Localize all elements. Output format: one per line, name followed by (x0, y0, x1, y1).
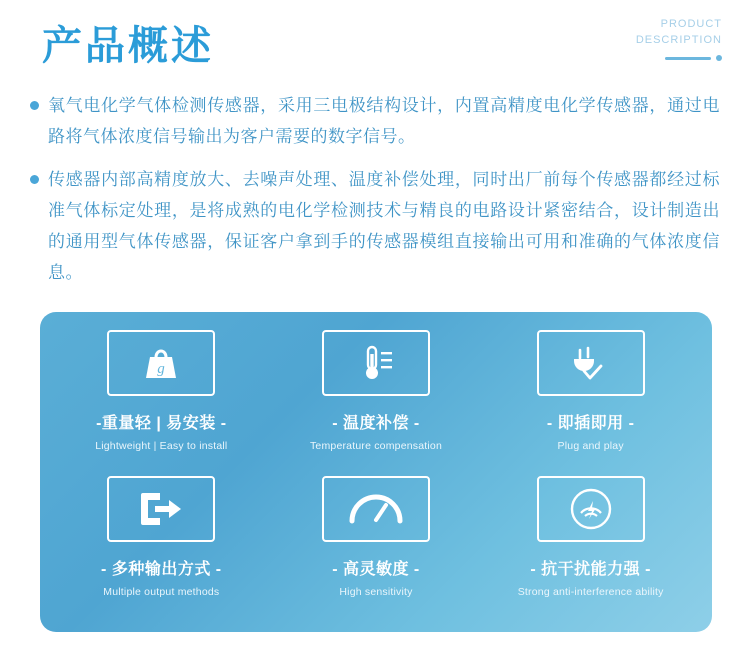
feature-title: -重量轻 | 易安装 - (96, 415, 227, 432)
feature-title: - 温度补偿 - (332, 415, 420, 432)
feature-cell-temperature (269, 330, 484, 476)
list-item (30, 164, 720, 288)
list-item-text: 氧气电化学气体检测传感器，采用三电极结构设计，内置高精度电化学传感器，通过电路将气体浓度信号输出为客户需要的数字信号。 (48, 96, 720, 146)
plug-icon (568, 342, 614, 384)
thermometer-icon (354, 342, 398, 384)
list-item (30, 90, 720, 152)
list-item-text: 传感器内部高精度放大、去噪声处理、温度补偿处理，同时出厂前每个传感器都经过标准气体标定处理，是将成熟的电化学检测技术与精良的电路设计紧密结合，设计制造出的通用型气体传感器，保证客户拿到手的传感器模组直接输出可用和准确的气体浓度信息。 (48, 170, 720, 282)
feature-subtitle: Temperature compensation (309, 440, 443, 452)
svg-text:g: g (157, 361, 166, 377)
description-list (0, 86, 750, 288)
eyebrow-line-2: DESCRIPTION (635, 34, 722, 46)
feature-subtitle: Lightweight | Easy to install (95, 440, 228, 452)
export-arrow-icon (138, 490, 184, 528)
feature-title: - 抗干扰能力强 - (530, 561, 651, 578)
feature-subtitle: High sensitivity (339, 586, 413, 598)
feature-panel (40, 312, 712, 632)
feature-title: - 高灵敏度 - (332, 561, 420, 578)
header-eyebrow (636, 16, 722, 61)
feature-subtitle: Multiple output methods (103, 586, 220, 598)
feature-subtitle: Plug and play (557, 440, 624, 452)
gauge-icon (348, 491, 404, 527)
feature-cell-output-methods (54, 476, 269, 622)
header-decoration (636, 55, 722, 61)
feature-title: - 即插即用 - (546, 415, 635, 432)
bullet-dot-icon (30, 101, 39, 110)
icon-frame (107, 330, 215, 396)
decoration-dot (716, 55, 722, 61)
page-title: 产品概述 (42, 24, 214, 68)
icon-frame (322, 330, 430, 396)
anti-interference-icon (569, 487, 613, 531)
bullet-dot-icon (30, 175, 39, 184)
weight-icon (139, 343, 183, 383)
page-header (0, 0, 750, 86)
decoration-bar (665, 57, 711, 60)
icon-frame (537, 476, 645, 542)
icon-frame (107, 476, 215, 542)
feature-cell-plug-and-play (483, 330, 698, 476)
icon-frame (537, 330, 645, 396)
feature-title: - 多种输出方式 - (101, 561, 222, 578)
eyebrow-line-1: PRODUCT (660, 18, 722, 30)
feature-cell-anti-interference (483, 476, 698, 622)
feature-subtitle: Strong anti-interference ability (517, 586, 664, 598)
icon-frame (322, 476, 430, 542)
feature-cell-high-sensitivity (269, 476, 484, 622)
feature-cell-lightweight (54, 330, 269, 476)
feature-grid (54, 330, 698, 622)
